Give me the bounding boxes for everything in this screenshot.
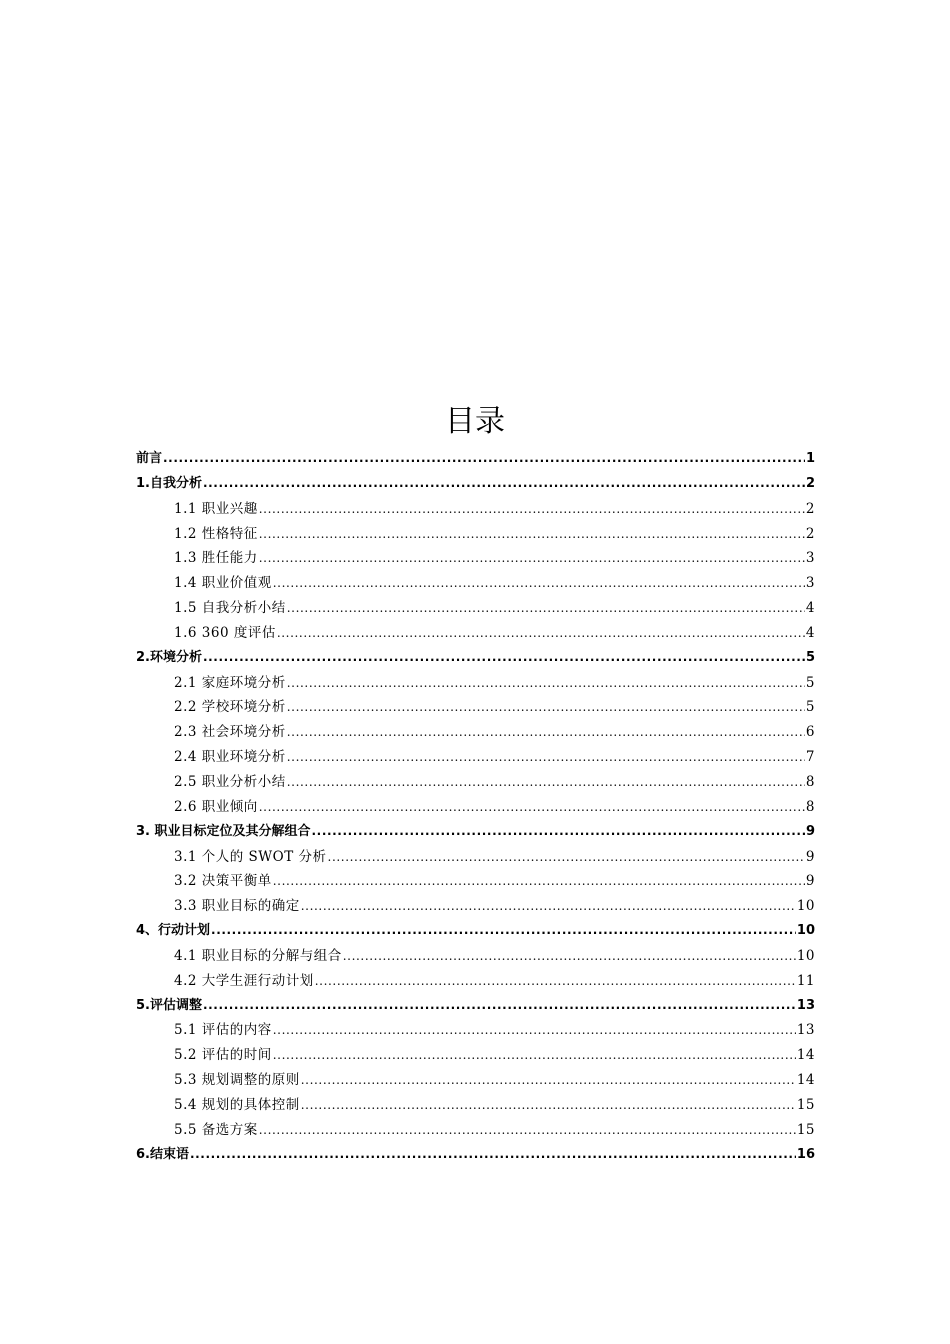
toc-entry-label: 1.4 职业价值观 (174, 575, 272, 592)
toc-page-number: 5 (805, 699, 815, 716)
toc-entry-label: 5.4 规划的具体控制 (174, 1096, 300, 1113)
toc-entry-label: 2.环境分析 (136, 649, 202, 665)
toc-chapter-entry[interactable] (136, 646, 815, 671)
toc-page-number: 7 (805, 749, 815, 766)
toc-dot-leader (259, 797, 805, 811)
toc-dot-leader (273, 1021, 796, 1035)
toc-entry-label: 3.1 个人的 SWOT 分析 (174, 848, 327, 865)
toc-section-entry[interactable] (136, 969, 815, 994)
toc-dot-leader (273, 574, 805, 588)
toc-entry-label: 2.5 职业分析小结 (174, 773, 286, 790)
toc-entry-label: 3.3 职业目标的确定 (174, 898, 300, 915)
toc-chapter-entry[interactable] (136, 447, 815, 472)
toc-section-entry[interactable] (136, 1093, 815, 1118)
toc-dot-leader (211, 921, 796, 934)
toc-dot-leader (273, 872, 805, 886)
toc-section-entry[interactable] (136, 522, 815, 547)
toc-dot-leader (287, 772, 805, 786)
toc-entry-label: 1.2 性格特征 (174, 525, 258, 542)
toc-page-number: 6 (805, 724, 815, 741)
table-of-contents (136, 447, 815, 1167)
page-title: 目录 (445, 404, 505, 439)
toc-chapter-entry[interactable] (136, 1143, 815, 1168)
toc-dot-leader (190, 1145, 796, 1158)
toc-chapter-entry[interactable] (136, 472, 815, 497)
toc-section-entry[interactable] (136, 770, 815, 795)
toc-entry-label: 4.1 职业目标的分解与组合 (174, 947, 342, 964)
toc-page-number: 14 (796, 1072, 815, 1089)
toc-entry-label: 1.1 职业兴趣 (174, 500, 258, 517)
toc-section-entry[interactable] (136, 869, 815, 894)
toc-entry-label: 5.2 评估的时间 (174, 1047, 272, 1064)
toc-entry-label: 前言 (136, 451, 163, 466)
toc-section-entry[interactable] (136, 1018, 815, 1043)
toc-section-entry[interactable] (136, 1068, 815, 1093)
toc-page-number: 10 (796, 947, 815, 964)
toc-entry-label: 6.结束语 (136, 1146, 189, 1162)
toc-page-number: 2 (805, 525, 815, 542)
toc-page-number: 14 (796, 1047, 815, 1064)
toc-dot-leader (259, 549, 805, 563)
toc-chapter-entry[interactable] (136, 919, 815, 944)
toc-dot-leader (259, 524, 805, 538)
toc-section-entry[interactable] (136, 497, 815, 522)
toc-page-number: 5 (805, 674, 815, 691)
toc-entry-label: 4、行动计划 (136, 923, 211, 939)
toc-page-number: 10 (796, 898, 815, 915)
toc-entry-label: 3. 职业目标定位及其分解组合 (136, 823, 311, 839)
toc-page-number: 11 (796, 972, 815, 989)
toc-dot-leader (287, 599, 805, 613)
toc-page-number: 4 (805, 624, 815, 641)
toc-dot-leader (277, 623, 805, 637)
toc-entry-label: 1.3 胜任能力 (174, 550, 258, 567)
toc-entry-label: 5.评估调整 (136, 997, 202, 1013)
toc-entry-label: 2.1 家庭环境分析 (174, 674, 286, 691)
toc-page-number: 5 (805, 649, 815, 665)
toc-page-number: 9 (805, 873, 815, 890)
toc-page-number: 15 (796, 1121, 815, 1138)
toc-page-number: 3 (805, 550, 815, 567)
toc-section-entry[interactable] (136, 795, 815, 820)
toc-page-number: 9 (805, 823, 815, 839)
toc-section-entry[interactable] (136, 845, 815, 870)
toc-dot-leader (259, 1120, 796, 1134)
toc-dot-leader (287, 698, 805, 712)
toc-entry-label: 5.3 规划调整的原则 (174, 1072, 300, 1089)
toc-dot-leader (203, 648, 805, 661)
toc-dot-leader (301, 1095, 796, 1109)
toc-dot-leader (259, 499, 805, 513)
toc-dot-leader (273, 1046, 796, 1060)
toc-page-number: 16 (796, 1146, 815, 1162)
toc-dot-leader (203, 996, 796, 1009)
toc-entry-label: 2.3 社会环境分析 (174, 724, 286, 741)
toc-section-entry[interactable] (136, 720, 815, 745)
toc-page-number: 2 (805, 475, 815, 491)
toc-entry-label: 1.6 360 度评估 (174, 624, 276, 641)
toc-section-entry[interactable] (136, 894, 815, 919)
toc-dot-leader (203, 474, 805, 487)
toc-dot-leader (328, 847, 805, 861)
toc-page-number: 1 (805, 451, 815, 466)
toc-dot-leader (287, 673, 805, 687)
toc-page-number: 8 (805, 773, 815, 790)
toc-page-number: 4 (805, 600, 815, 617)
toc-section-entry[interactable] (136, 621, 815, 646)
toc-section-entry[interactable] (136, 695, 815, 720)
toc-entry-label: 1.自我分析 (136, 475, 202, 491)
toc-section-entry[interactable] (136, 1118, 815, 1143)
toc-entry-label: 3.2 决策平衡单 (174, 873, 272, 890)
toc-dot-leader (312, 822, 805, 835)
toc-entry-label: 5.1 评估的内容 (174, 1022, 272, 1039)
toc-section-entry[interactable] (136, 571, 815, 596)
toc-entry-label: 2.6 职业倾向 (174, 798, 258, 815)
toc-dot-leader (163, 449, 805, 462)
toc-entry-label: 1.5 自我分析小结 (174, 600, 286, 617)
toc-entry-label: 5.5 备选方案 (174, 1121, 258, 1138)
toc-page-number: 13 (796, 997, 815, 1013)
toc-page-number: 2 (805, 500, 815, 517)
toc-dot-leader (287, 723, 805, 737)
toc-dot-leader (315, 971, 796, 985)
toc-page-number: 10 (796, 923, 815, 939)
toc-chapter-entry[interactable] (136, 994, 815, 1019)
toc-page-number: 8 (805, 798, 815, 815)
toc-section-entry[interactable] (136, 1043, 815, 1068)
toc-section-entry[interactable] (136, 596, 815, 621)
toc-dot-leader (287, 748, 805, 762)
toc-page-number: 3 (805, 575, 815, 592)
toc-dot-leader (301, 1071, 796, 1085)
toc-section-entry[interactable] (136, 546, 815, 571)
toc-section-entry[interactable] (136, 944, 815, 969)
toc-section-entry[interactable] (136, 745, 815, 770)
toc-page-number: 13 (796, 1022, 815, 1039)
toc-section-entry[interactable] (136, 671, 815, 696)
toc-entry-label: 4.2 大学生涯行动计划 (174, 972, 314, 989)
toc-page-number: 9 (805, 848, 815, 865)
toc-dot-leader (343, 946, 796, 960)
toc-chapter-entry[interactable] (136, 820, 815, 845)
toc-dot-leader (301, 897, 796, 911)
toc-entry-label: 2.2 学校环境分析 (174, 699, 286, 716)
toc-entry-label: 2.4 职业环境分析 (174, 749, 286, 766)
toc-page-number: 15 (796, 1096, 815, 1113)
